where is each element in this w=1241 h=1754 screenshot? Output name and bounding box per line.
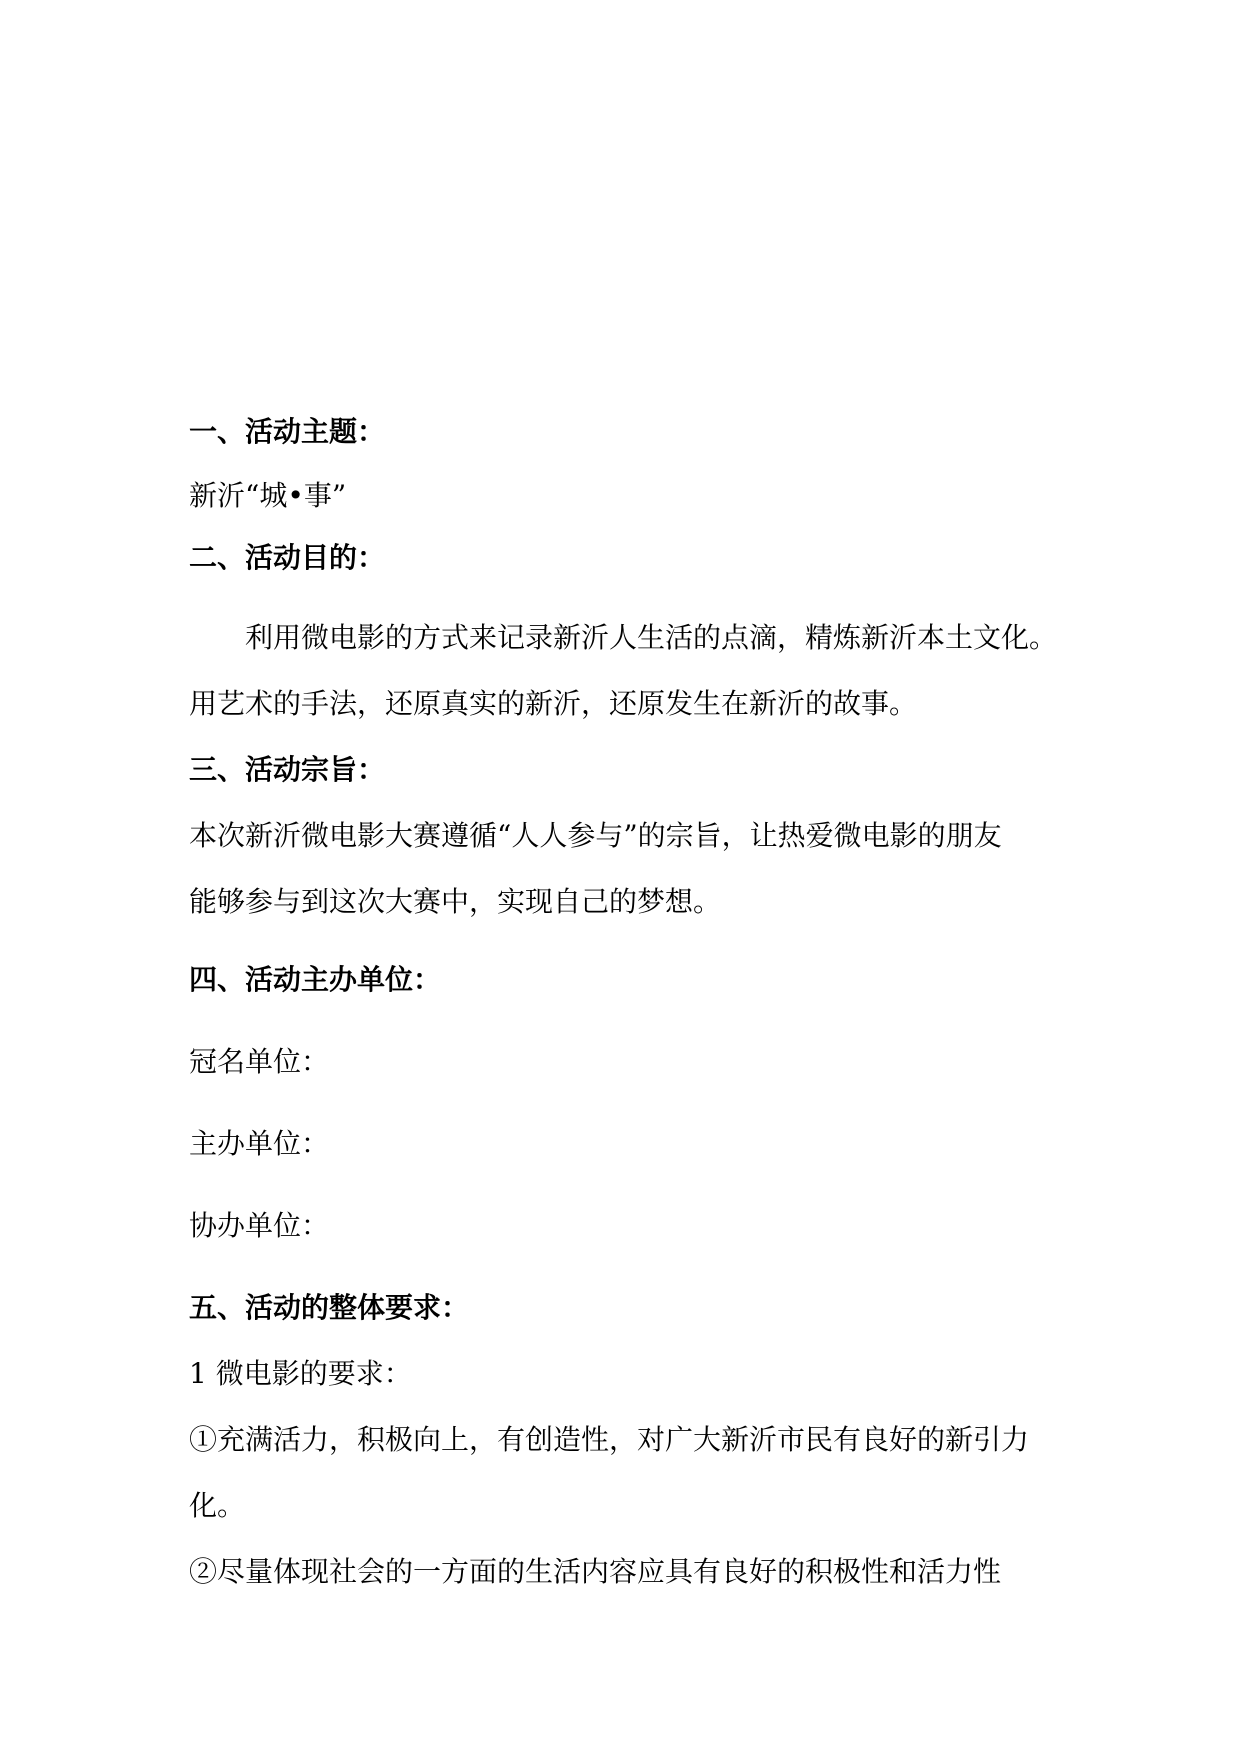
- requirement-1-line-2: 化。: [189, 1489, 246, 1522]
- section-1-text: 新沂“城•事”: [189, 479, 347, 512]
- requirement-1-line-1: ①充满活力，积极向上，有创造性，对广大新沂市民有良好的新引力: [189, 1423, 1030, 1456]
- section-3-paragraph-line-2: 能够参与到这次大赛中，实现自己的梦想。: [189, 885, 722, 918]
- section-5-subheading: 1 微电影的要求：: [189, 1357, 412, 1390]
- co-organizer-label: 协办单位：: [189, 1209, 330, 1242]
- section-3-heading: 三、活动宗旨：: [189, 753, 386, 786]
- section-2-heading: 二、活动目的：: [189, 541, 386, 574]
- section-5-heading: 五、活动的整体要求：: [189, 1291, 470, 1324]
- host-organizer-label: 主办单位：: [189, 1127, 330, 1160]
- naming-sponsor-label: 冠名单位：: [189, 1045, 330, 1078]
- section-4-heading: 四、活动主办单位：: [189, 963, 442, 996]
- requirement-2-line-1: ②尽量体现社会的一方面的生活内容应具有良好的积极性和活力性: [189, 1555, 1002, 1588]
- section-2-paragraph-line-2: 用艺术的手法，还原真实的新沂，还原发生在新沂的故事。: [189, 687, 918, 720]
- section-3-paragraph-line-1: 本次新沂微电影大赛遵循“人人参与”的宗旨，让热爱微电影的朋友: [189, 819, 1002, 852]
- section-2-paragraph-line-1: 利用微电影的方式来记录新沂人生活的点滴，精炼新沂本土文化。: [245, 621, 1058, 654]
- section-1-heading: 一、活动主题：: [189, 415, 386, 448]
